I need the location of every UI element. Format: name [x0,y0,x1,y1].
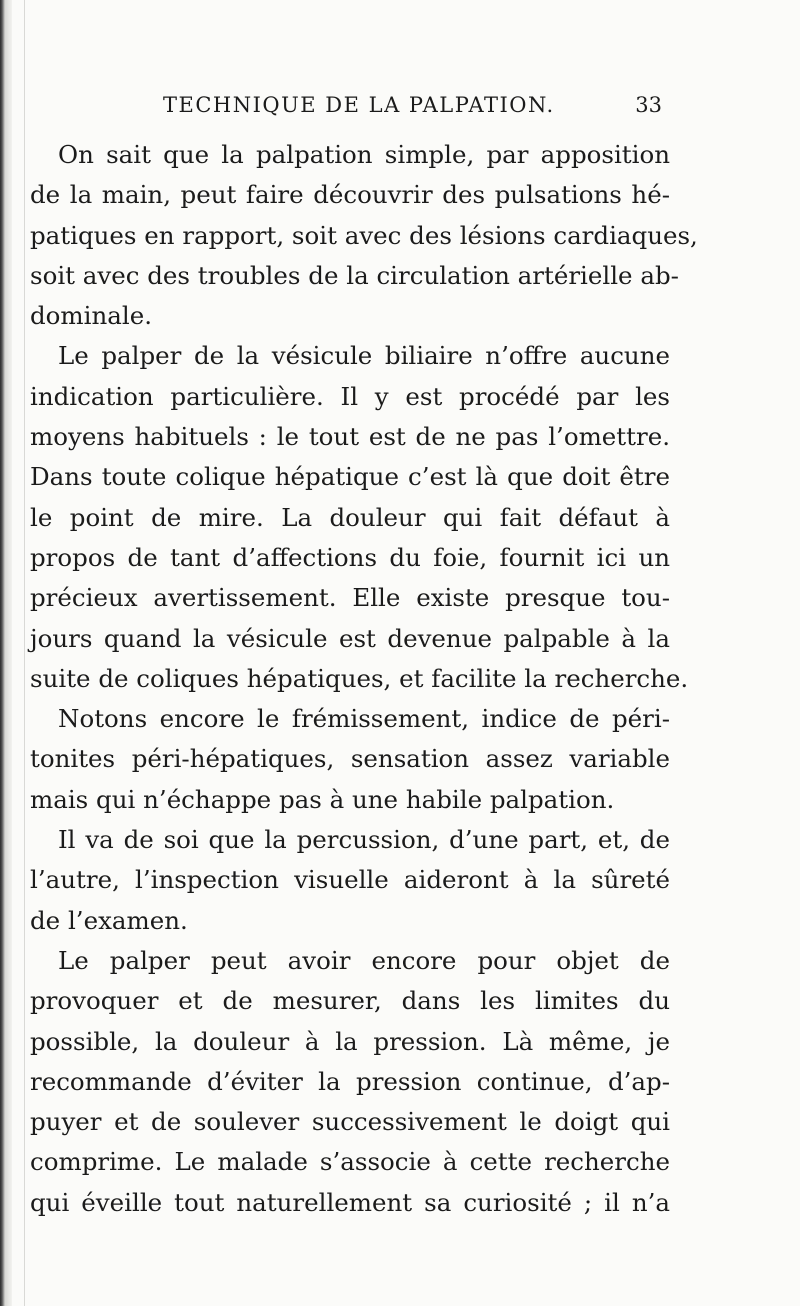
running-head: TECHNIQUE DE LA PALPATION. [163,93,555,117]
text-line: possible, la douleur à la pression. Là même, je [30,1026,670,1056]
text-line: indication particulière. Il y est procédé par les [30,381,670,411]
binding-gutter [0,0,12,1306]
text-line: provoquer et de mesurer, dans les limites du [30,986,670,1016]
text-line: soit avec des troubles de la circulation artérielle ab- [30,260,679,290]
text-line: recommande d’éviter la pression continue, d’ap- [30,1066,670,1096]
text-line: précieux avertissement. Elle existe presque tou- [30,583,670,613]
text-line: Le palper de la vésicule biliaire n’offre aucune [58,341,670,371]
text-line: le point de mire. La douleur qui fait défaut à [30,502,670,532]
text-line: Notons encore le frémissement, indice de péri- [58,704,670,734]
text-line: suite de coliques hépatiques, et facilite la recherche. [30,663,689,693]
text-line: de la main, peut faire découvrir des pulsations hé- [30,180,670,210]
text-line: propos de tant d’affections du foie, fournit ici un [30,542,670,572]
text-line: l’autre, l’inspection visuelle aideront à la sûreté [30,865,670,895]
text-line: de l’examen. [30,905,188,935]
text-line: moyens habituels : le tout est de ne pas l’omettre. [30,422,670,452]
text-line: patiques en rapport, soit avec des lésions cardiaques, [30,220,698,250]
gutter-shadow-line [24,0,25,1306]
text-line: puyer et de soulever successivement le doigt qui [30,1107,670,1137]
text-line: Le palper peut avoir encore pour objet de [58,945,670,975]
text-line: jours quand la vésicule est devenue palpable à la [30,623,670,653]
text-line: qui éveille tout naturellement sa curiosité ; il n’a [30,1187,670,1217]
text-line: comprime. Le malade s’associe à cette recherche [30,1147,670,1177]
text-line: On sait que la palpation simple, par apposition [58,140,670,169]
text-line: dominale. [30,301,153,331]
text-line: Dans toute colique hépatique c’est là que doit être [30,462,670,492]
text-line: mais qui n’échappe pas à une habile palpation. [30,784,615,814]
text-line: tonites péri-hépatiques, sensation assez variable [30,744,670,774]
text-line: Il va de soi que la percussion, d’une part, et, de [58,825,670,855]
body-text [30,135,698,1223]
page-number: 33 [635,93,662,117]
